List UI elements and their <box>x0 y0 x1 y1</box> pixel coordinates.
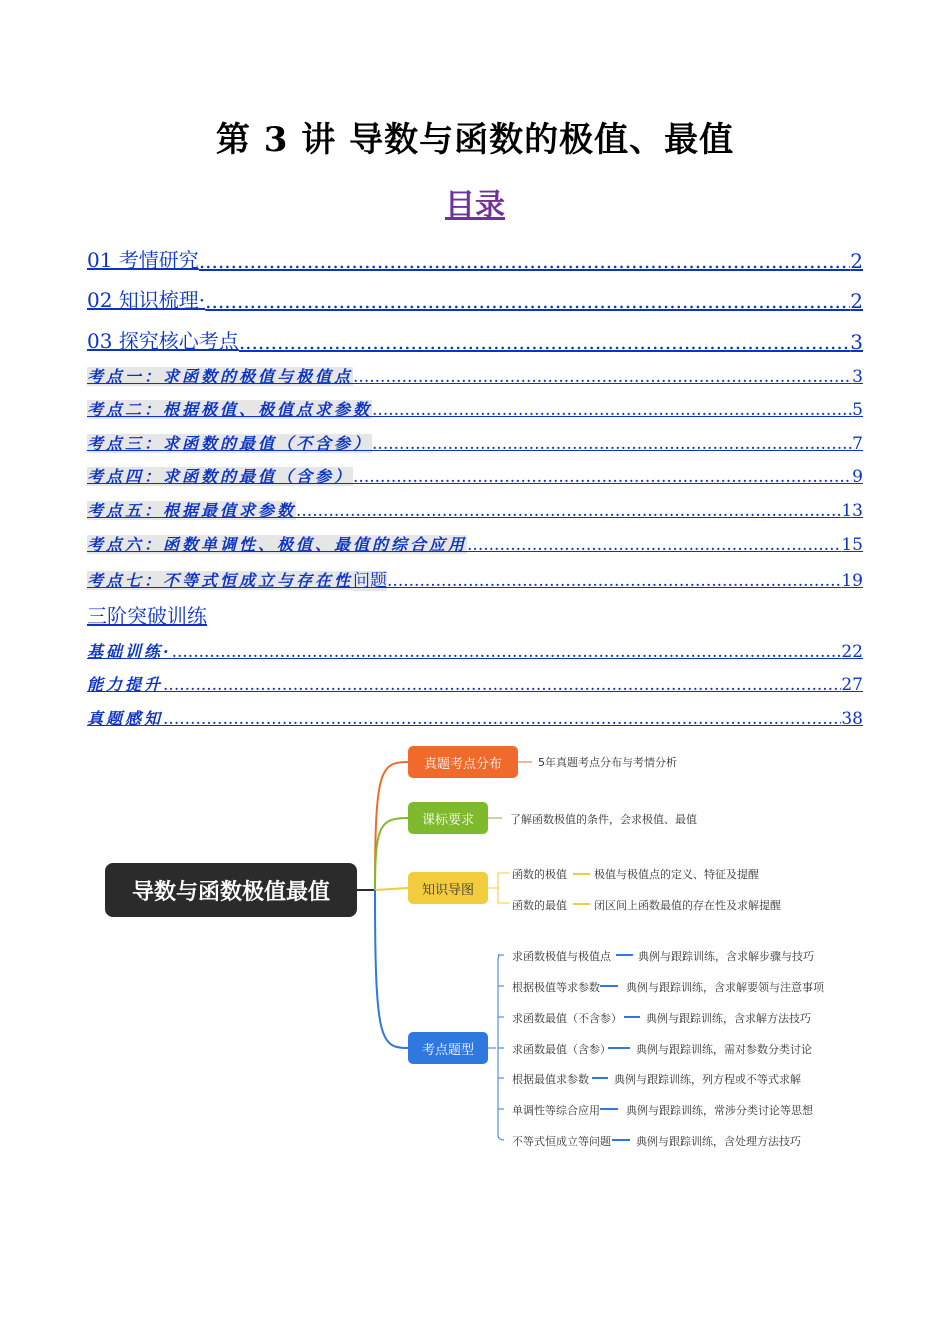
toc-item-nengli[interactable]: 能力提升 ..... 27 <box>87 672 863 695</box>
child-kd1: 求函数极值与极值点 <box>512 950 611 963</box>
leaf-zuizhi: 闭区间上函数最值的存在性及求解提醒 <box>594 899 781 912</box>
leaf-kd3: 典例与跟踪训练，含求解方法技巧 <box>646 1012 811 1025</box>
branch-kebiao: 课标要求 <box>408 802 488 834</box>
toc-item-kaoqing[interactable]: 01 考情研究 ..... 2 <box>87 244 863 273</box>
child-kd6: 单调性等综合应用 <box>512 1104 600 1117</box>
leaf-kd2: 典例与跟踪训练，含求解要领与注意事项 <box>626 981 824 994</box>
toc-item-kaodian-1[interactable]: 考点一：求函数的极值与极值点 ..... 3 <box>87 364 863 387</box>
child-zuizhi: 函数的最值 <box>512 899 567 912</box>
leaf-zhenti: 5年真题考点分布与考情分析 <box>538 756 677 769</box>
toc-item-kaodian-6[interactable]: 考点六：函数单调性、极值、最值的综合应用 ..... 15 <box>87 532 863 555</box>
child-kd4: 求函数最值（含参） <box>512 1043 611 1056</box>
branch-kaodian: 考点题型 <box>408 1032 488 1064</box>
toc-item-tanjiu[interactable]: 03 探究核心考点 ..... 3 <box>87 325 863 354</box>
toc-heading[interactable]: 目录 <box>445 188 505 223</box>
leaf-jizhi: 极值与极值点的定义、特征及提醒 <box>594 868 759 881</box>
branch-zhishi: 知识导图 <box>408 872 488 904</box>
toc-item-kaodian-3[interactable]: 考点三：求函数的最值（不含参） ..... 7 <box>87 431 863 454</box>
branch-zhenti: 真题考点分布 <box>408 746 518 778</box>
toc-item-zhenti[interactable]: 真题感知 ..... 38 <box>87 706 863 729</box>
child-jizhi: 函数的极值 <box>512 868 567 881</box>
leaf-kd5: 典例与跟踪训练，列方程或不等式求解 <box>614 1073 801 1086</box>
leaf-kd4: 典例与跟踪训练，需对参数分类讨论 <box>636 1043 812 1056</box>
toc-item-kaodian-4[interactable]: 考点四：求函数的最值（含参） ..... 9 <box>87 464 863 487</box>
leaf-kd7: 典例与跟踪训练，含处理方法技巧 <box>636 1135 801 1148</box>
toc-item-kaodian-7[interactable]: 考点七：不等式恒成立与存在性问题 ..... 19 <box>87 566 863 591</box>
child-kd3: 求函数最值（不含参） <box>512 1012 622 1025</box>
toc-item-kaodian-5[interactable]: 考点五：根据最值求参数 ..... 13 <box>87 498 863 521</box>
child-kd2: 根据极值等求参数 <box>512 981 600 994</box>
mind-map-root: 导数与函数极值最值 <box>105 863 357 917</box>
child-kd7: 不等式恒成立等问题 <box>512 1135 611 1148</box>
leaf-kd1: 典例与跟踪训练，含求解步骤与技巧 <box>638 950 814 963</box>
toc-item-sanjie[interactable]: 三阶突破训练 <box>87 604 207 628</box>
leaf-kd6: 典例与跟踪训练，常涉分类讨论等思想 <box>626 1104 813 1117</box>
child-kd5: 根据最值求参数 <box>512 1073 589 1086</box>
leaf-kebiao: 了解函数极值的条件，会求极值、最值 <box>510 813 697 826</box>
toc-item-kaodian-2[interactable]: 考点二：根据极值、极值点求参数 ..... 5 <box>87 397 863 420</box>
mind-map <box>100 740 860 1160</box>
page-title: 第 3 讲 导数与函数的极值、最值 <box>215 120 735 160</box>
toc-item-zhishi[interactable]: 02 知识梳理· ..... 2 <box>87 284 863 313</box>
toc-item-jichu[interactable]: 基础训练· ..... 22 <box>87 639 863 662</box>
